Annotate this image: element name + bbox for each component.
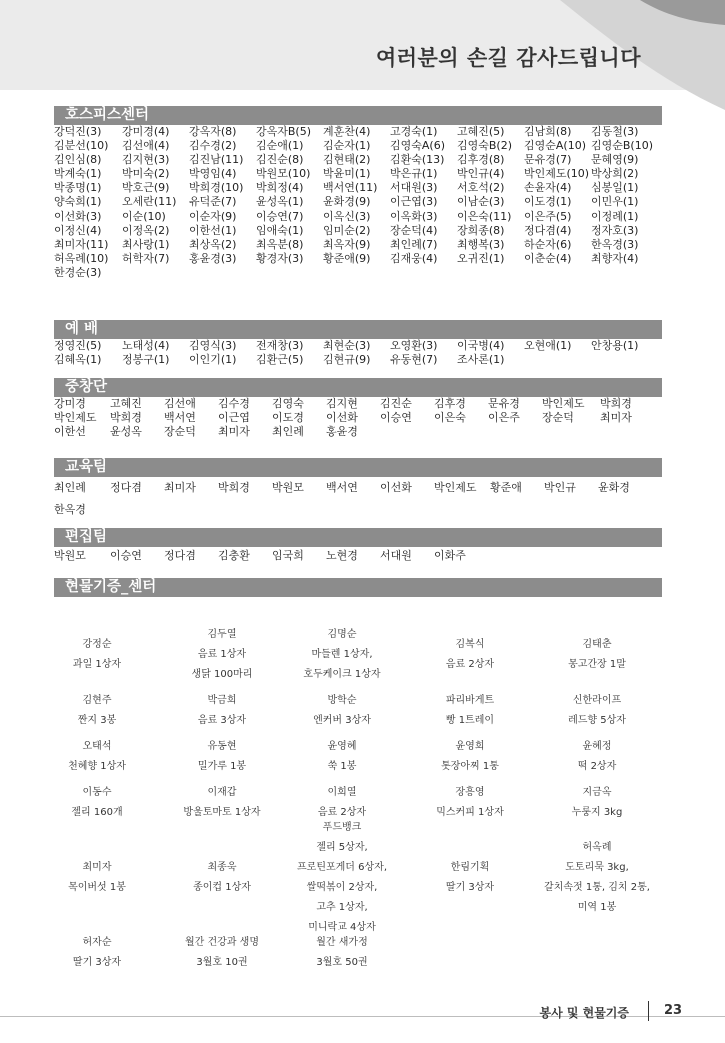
gift-item-line: 프로틴포게더 6상자, [297,862,387,873]
hospice-name: 양숙희(1) [54,195,102,209]
choir-name: 문유경 [488,397,520,410]
hospice-name: 박영임(4) [189,167,237,181]
hospice-name: 문혜영(9) [591,153,639,167]
gift-item-line: 떡 2상자 [577,761,617,772]
worship-name: 김혜옥(1) [54,353,102,367]
choir-name: 백서연 [164,411,196,425]
gift-donor-name: 푸드뱅크 [322,822,362,833]
choir-name: 박인제도 [54,411,97,425]
choir-name: 이승연 [380,411,412,425]
gift-donor-name: 최종욱 [207,862,237,873]
hospice-name: 박원모(10) [256,167,311,181]
hospice-name: 최상옥(2) [189,237,237,251]
gift-item-line: 몽고간장 1말 [568,659,626,670]
gift-item-line: 딸기 3상자 [72,957,122,968]
choir-name: 김지현 [326,397,358,410]
editing-name: 박원모 [54,549,86,562]
gift-donor-name: 이재갑 [207,787,237,798]
choir-name: 최인례 [272,425,304,439]
hospice-name: 최인례(7) [390,237,438,251]
hospice-name: 심봉일(1) [591,181,639,195]
hospice-name: 정자호(3) [591,223,639,237]
choir-name: 이도경 [272,411,304,425]
choir-name: 박희경 [600,397,632,410]
choir-name-list [54,397,662,439]
page-title: 여러분의 손길 감사드립니다 [375,46,641,70]
hospice-name: 홍윤경(3) [189,251,237,265]
worship-name-list [54,339,662,367]
worship-name: 최현순(3) [323,339,371,352]
editing-name: 정다겸 [164,549,196,562]
gift-donor-name: 장흥영 [455,787,485,798]
hospice-name: 박계숙(1) [54,167,102,181]
gift-donor-name: 윤영혜 [327,741,357,752]
gift-donor-name: 김두열 [207,629,237,640]
hospice-name: 김순자(1) [323,139,371,153]
worship-name: 김환근(5) [256,353,304,367]
gift-item-line: 음료 2상자 [317,807,367,818]
hospice-name: 이옥신(3) [323,209,371,223]
gift-donor-name: 이희열 [327,787,357,798]
hospice-name: 김영순A(10) [524,139,586,153]
hospice-row [54,181,662,195]
hospice-name: 김영숙B(2) [457,139,513,153]
hospice-row [54,167,662,181]
editing-section-title: 편집팀 [54,528,662,547]
education-name: 정다겸 [110,481,142,494]
hospice-name: 김현태(2) [323,153,371,167]
gift-entry [507,691,687,731]
gifts-section [54,578,662,597]
hospice-name: 장순덕(4) [390,223,438,237]
hospice-name: 윤화경(9) [323,195,371,209]
editing-row [54,547,662,565]
education-name: 윤화경 [598,481,630,494]
choir-section [54,378,662,439]
hospice-name: 박인제도(10) [524,167,590,181]
gift-item-line: 마들렌 1상자, [311,649,373,660]
hospice-name: 윤성옥(1) [256,195,304,209]
gift-donor-name: 김현주 [82,695,112,706]
worship-name: 이인기(1) [189,353,237,367]
hospice-row [54,195,662,209]
hospice-name: 이은숙(11) [457,209,512,223]
gift-item-line: 누룽지 3kg [571,807,623,818]
worship-name: 김현규(9) [323,353,371,367]
choir-name: 이근엽 [218,411,250,425]
gift-item-line: 음료 2상자 [445,659,495,670]
gift-donor-name: 허자순 [82,937,112,948]
choir-name: 김수경 [218,397,250,410]
hospice-name: 강미경(4) [122,125,170,138]
choir-name: 이한선 [54,425,86,439]
hospice-name: 임미순(2) [323,223,371,237]
hospice-name: 강옥자B(5) [256,125,312,138]
education-name: 박원모 [272,481,304,494]
education-name: 한옥경 [54,503,86,516]
choir-name: 윤성옥 [110,425,142,439]
hospice-name: 김동철(3) [591,125,639,138]
hospice-section [54,106,662,280]
hospice-name: 고경숙(1) [390,125,438,138]
hospice-name: 최행복(3) [457,237,505,251]
gift-item-line: 빵 1트레이 [445,715,495,726]
worship-name: 조사론(1) [457,353,505,367]
gift-item-line: 딸기 3상자 [445,882,495,893]
hospice-name: 김지현(3) [122,153,170,167]
editing-name-list [54,547,662,565]
worship-name: 오영환(3) [390,339,438,352]
hospice-section-title: 호스피스센터 [54,106,662,125]
choir-name: 장순덕 [542,411,574,425]
hospice-name: 김진남(11) [189,153,244,167]
hospice-name: 한경순(3) [54,265,102,279]
gift-donor-name: 이동수 [82,787,112,798]
hospice-name: 이은주(5) [524,209,572,223]
gift-donor-name: 박금희 [207,695,237,706]
gift-donor-name: 유동현 [207,741,237,752]
gifts-section-title: 현물기증_센터 [54,578,662,597]
hospice-name: 박상희(2) [591,167,639,181]
choir-name: 고혜진 [110,397,142,410]
hospice-name: 손윤자(4) [524,181,572,195]
hospice-name: 김후경(8) [457,153,505,167]
choir-row [54,411,662,425]
gift-donor-name: 최미자 [82,862,112,873]
hospice-name: 박호근(9) [122,181,170,195]
hospice-name: 서호석(2) [457,181,505,195]
gift-donor-name: 윤영희 [455,741,485,752]
hospice-name: 김영숙A(6) [390,139,445,153]
hospice-row [54,224,662,238]
worship-row [54,353,662,367]
gift-donor-name: 오태석 [82,741,112,752]
choir-name: 이선화 [326,411,358,425]
hospice-name: 최향자(4) [591,251,639,265]
hospice-name: 이옥화(3) [390,209,438,223]
hospice-name: 김인심(8) [54,153,102,167]
choir-name: 강미경 [54,397,86,410]
gift-entry [507,737,687,777]
editing-name: 김충환 [218,549,250,562]
hospice-name: 이정옥(2) [122,223,170,237]
worship-name: 노태성(4) [122,339,170,352]
choir-name: 최미자 [218,425,250,439]
hospice-name: 강옥자(8) [189,125,237,138]
worship-name: 정봉구(1) [122,353,170,367]
gift-entry [252,933,432,973]
worship-name: 이국병(4) [457,339,505,352]
gift-item-line: 톳장아찌 1통 [441,761,499,772]
hospice-name: 장희종(8) [457,223,505,237]
hospice-name: 이정례(1) [591,209,639,223]
choir-name: 홍윤경 [326,425,358,439]
gift-item-line: 쑥 1봉 [327,761,357,772]
education-name: 최미자 [164,481,196,494]
hospice-name: 이남순(3) [457,195,505,209]
gift-item-line: 고추 1상자, [316,902,368,913]
gift-donor-name: 윤혜정 [582,741,612,752]
hospice-row [54,139,662,153]
hospice-name: 박인규(4) [457,167,505,181]
gift-item-line: 믹스커피 1상자 [436,807,504,818]
gift-item-line: 3월호 50권 [316,957,368,968]
hospice-name: 이한선(1) [189,223,237,237]
editing-section [54,528,662,565]
gift-item-line: 방울토마토 1상자 [183,807,261,818]
hospice-name: 박종명(1) [54,181,102,195]
hospice-name: 황경자(3) [256,251,304,265]
hospice-name: 최사랑(1) [122,237,170,251]
choir-name: 박인제도 [542,397,585,410]
gift-item-line: 종이컵 1상자 [193,882,251,893]
choir-name: 최미자 [600,411,632,425]
gift-item-line: 미니락교 4상자 [308,922,376,933]
gift-item-line: 레드향 5상자 [568,715,626,726]
gift-item-line: 도토리묵 3kg, [565,862,629,873]
hospice-name: 이민우(1) [591,195,639,209]
worship-section [54,320,662,367]
hospice-name: 백서연(11) [323,181,378,195]
hospice-name: 이선화(3) [54,209,102,223]
choir-name: 김진순 [380,397,412,410]
hospice-name: 김영순B(10) [591,139,654,153]
hospice-name-list [54,125,662,280]
education-name: 이선화 [380,481,412,494]
education-section [54,458,662,521]
gift-donor-name: 방학순 [327,695,357,706]
hospice-row [54,238,662,252]
worship-name: 정영진(5) [54,339,102,352]
choir-row [54,425,662,439]
worship-name: 유동현(7) [390,353,438,367]
hospice-name: 이순자(9) [189,209,237,223]
hospice-name: 박희경(10) [189,181,244,195]
gift-item-line: 쌀떡볶이 2상자, [306,882,378,893]
gift-item-line: 과일 1상자 [72,659,122,670]
gift-item-line: 밀가루 1봉 [197,761,247,772]
choir-name: 이은주 [488,411,520,425]
education-name: 최인례 [54,481,86,494]
hospice-name: 김진순(8) [256,153,304,167]
hospice-name: 이승연(7) [256,209,304,223]
hospice-name: 서대원(3) [390,181,438,195]
gift-donor-name: 김태춘 [582,639,612,650]
hospice-name: 문유경(7) [524,153,572,167]
hospice-name: 김순애(1) [256,139,304,153]
education-name: 백서연 [326,481,358,494]
gift-item-line: 젤리 160개 [71,807,123,818]
hospice-row [54,266,662,280]
hospice-name: 임애숙(1) [256,223,304,237]
hospice-name: 이춘순(4) [524,251,572,265]
worship-row [54,339,662,353]
editing-name: 이승연 [110,549,142,562]
choir-section-title: 중창단 [54,378,662,397]
hospice-name: 강덕진(3) [54,125,102,138]
worship-name: 전재창(3) [256,339,304,352]
education-name-list [54,477,662,521]
hospice-name: 오귀진(1) [457,251,505,265]
gift-entry [507,783,687,823]
hospice-name: 한옥경(3) [591,237,639,251]
gift-donor-name: 허옥례 [582,842,612,853]
hospice-name: 황준애(9) [323,251,371,265]
gift-entry [507,838,687,918]
choir-name: 장순덕 [164,425,196,439]
hospice-name: 최옥분(8) [256,237,304,251]
hospice-name: 계훈찬(4) [323,125,371,138]
worship-name: 오현애(1) [524,339,572,352]
worship-name: 안창용(1) [591,339,639,352]
gift-item-line: 미역 1봉 [577,902,617,913]
hospice-name: 김분선(10) [54,139,109,153]
hospice-name: 박미숙(2) [122,167,170,181]
gift-item-line: 음료 3상자 [197,715,247,726]
education-name: 박희경 [218,481,250,494]
hospice-name: 이근엽(3) [390,195,438,209]
choir-name: 이은숙 [434,411,466,425]
gift-item-line: 호두케이크 1상자 [303,669,381,680]
gift-donor-name: 월간 건강과 생명 [185,937,259,948]
education-name: 박인규 [544,481,576,494]
hospice-row [54,153,662,167]
choir-name: 박희경 [110,411,142,425]
education-name: 황준애 [490,481,522,494]
hospice-name: 허옥례(10) [54,251,109,265]
hospice-name: 박윤미(1) [323,167,371,181]
gift-entry [507,635,687,675]
gift-item-line: 천혜향 1상자 [68,761,126,772]
worship-name: 김영식(3) [189,339,237,352]
hospice-name: 김선애(4) [122,139,170,153]
gift-item-line: 갈치속젓 1통, 김치 2통, [544,882,650,893]
gift-item-line: 젤리 5상자, [316,842,368,853]
hospice-name: 이순(10) [122,209,166,223]
gift-item-line: 음료 1상자 [197,649,247,660]
gift-item-line: 생닭 100마리 [191,669,253,680]
gift-item-line: 엔커버 3상자 [313,715,371,726]
choir-name: 김후경 [434,397,466,410]
hospice-row [54,210,662,224]
education-name: 박인제도 [434,481,477,494]
gift-item-line: 목이버섯 1봉 [68,882,126,893]
hospice-name: 고혜진(5) [457,125,505,138]
hospice-name: 오세란(11) [122,195,177,209]
worship-section-title: 예 배 [54,320,662,339]
gift-donor-name: 월간 새가정 [316,937,368,948]
education-row [54,477,662,499]
page-number: 23 [664,1003,683,1018]
education-section-title: 교육팀 [54,458,662,477]
hospice-row [54,252,662,266]
choir-name: 김선애 [164,397,196,410]
hospice-name: 허학자(7) [122,251,170,265]
hospice-name: 김환숙(13) [390,153,445,167]
education-row [54,499,662,521]
gift-item-line: 짠지 3봉 [77,715,117,726]
footer-section-label: 봉사 및 현물기증 [539,1006,629,1020]
hospice-name: 김수경(2) [189,139,237,153]
hospice-name: 김재웅(4) [390,251,438,265]
gift-donor-name: 김복식 [455,639,485,650]
hospice-name: 최옥자(9) [323,237,371,251]
hospice-name: 유덕준(7) [189,195,237,209]
gift-donor-name: 김명순 [327,629,357,640]
footer-separator [648,1001,649,1021]
gift-donor-name: 지금옥 [582,787,612,798]
hospice-name: 김남희(8) [524,125,572,138]
editing-name: 이화주 [434,549,466,562]
gift-donor-name: 신한라이프 [572,695,622,706]
hospice-name: 하순자(6) [524,237,572,251]
gift-donor-name: 파리바게트 [445,695,495,706]
choir-row [54,397,662,411]
hospice-name: 정다겸(4) [524,223,572,237]
editing-name: 서대원 [380,549,412,562]
gift-donor-name: 한림기획 [450,862,490,873]
hospice-name: 박희정(4) [256,181,304,195]
hospice-row [54,125,662,139]
editing-name: 임국희 [272,549,304,562]
hospice-name: 최미자(11) [54,237,109,251]
hospice-name: 이정신(4) [54,223,102,237]
choir-name: 김영숙 [272,397,304,410]
hospice-name: 박은규(1) [390,167,438,181]
editing-name: 노현경 [326,549,358,562]
gift-donor-name: 강정순 [82,639,112,650]
gift-item-line: 3월호 10권 [196,957,248,968]
hospice-name: 이도경(1) [524,195,572,209]
